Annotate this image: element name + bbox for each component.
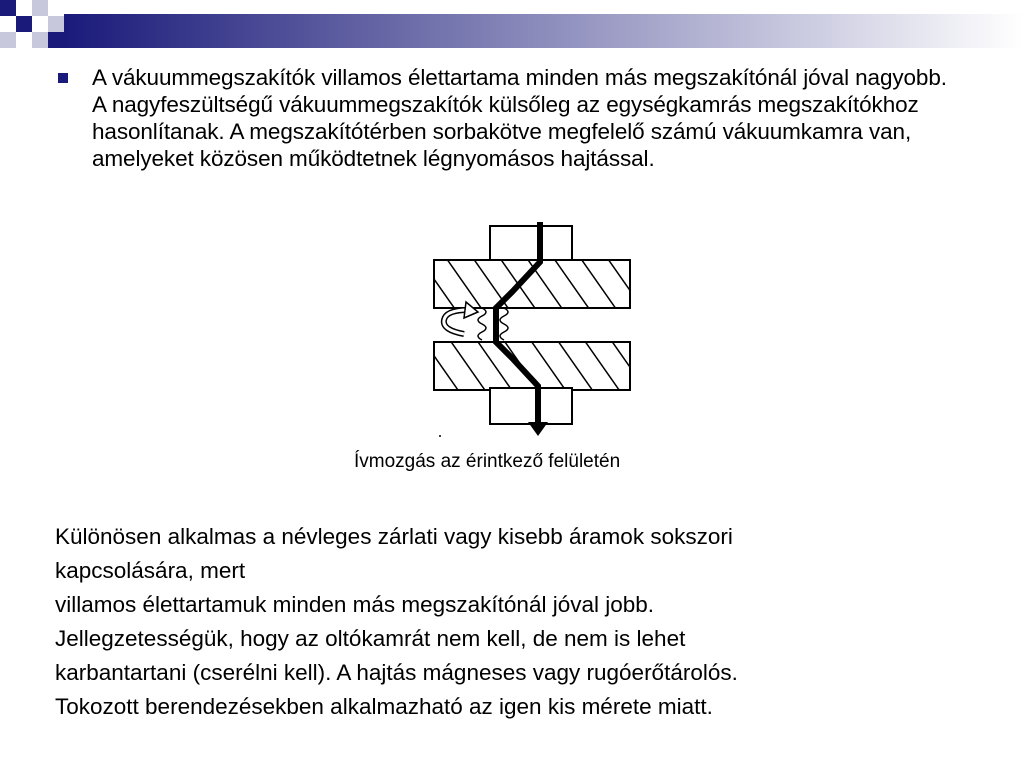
bullet-square-icon bbox=[58, 73, 68, 83]
paragraph-line: karbantartani (cserélni kell). A hajtás mágneses vagy rugóerőtárolós. bbox=[55, 660, 738, 685]
figure-caption: Ívmozgás az érintkező felületén bbox=[354, 451, 621, 472]
body-paragraph bbox=[55, 520, 995, 724]
bullet-text: A vákuummegszakítók villamos élettartama minden más megszakítónál jóval nagyobb. A nagyfeszültségű vákuummegszakítók külsőleg az egységkamrás megszakítókhoz hasonlítanak. A megszakítótérben sorbakötve megfelelő számú vákuumkamra van, amelyeket közösen működtetnek légnyomásos hajtással. bbox=[92, 65, 947, 171]
contact-arc-diagram bbox=[420, 222, 650, 442]
paragraph-line: Tokozott berendezésekben alkalmazható az igen kis mérete miatt. bbox=[55, 694, 713, 719]
header-gradient-bar bbox=[0, 0, 1024, 48]
header-decoration bbox=[0, 0, 1024, 48]
paragraph-line: kapcsolására, mert bbox=[55, 558, 246, 583]
paragraph-line: Különösen alkalmas a névleges zárlati vagy kisebb áramok sokszori bbox=[55, 524, 733, 549]
paragraph-line: Jellegzetességük, hogy az oltókamrát nem kell, de nem is lehet bbox=[55, 626, 686, 651]
paragraph-line: villamos élettartamuk minden más megszakítónál jóval jobb. bbox=[55, 592, 655, 617]
